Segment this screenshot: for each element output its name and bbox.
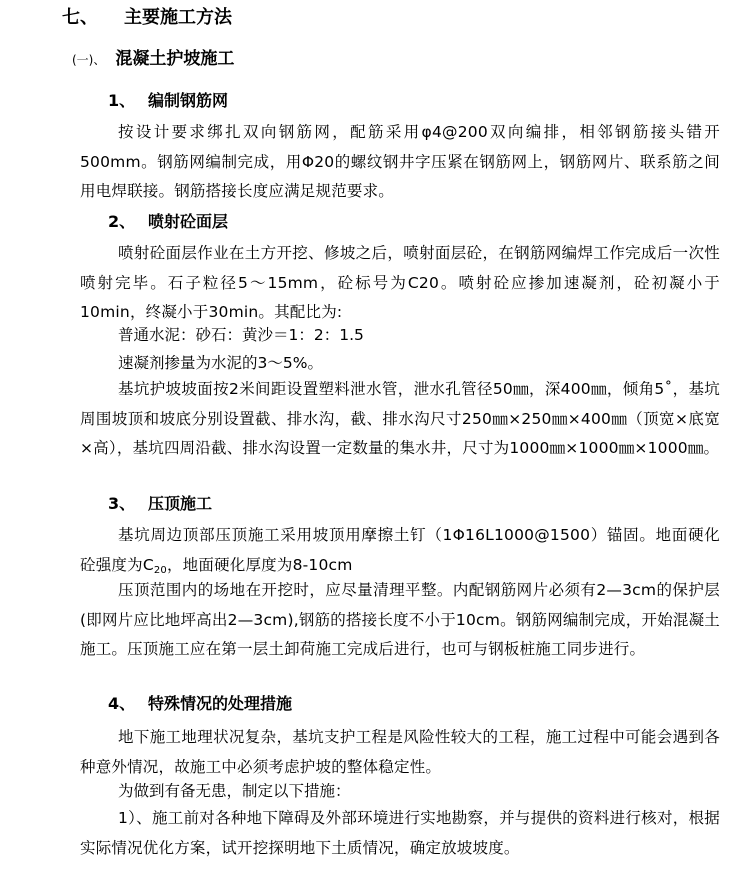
item-heading-3 (108, 489, 212, 519)
item-title: 喷射砼面层 (148, 212, 229, 231)
section-heading (62, 3, 232, 33)
subsection-heading (72, 44, 234, 74)
measures-intro-line: 为做到有备无患，制定以下措施： (118, 782, 351, 800)
paragraph: 地下施工地理状况复杂，基坑支护工程是风险性较大的工程，施工过程中可能会遇到各种意外情况，故施工中必须考虑护坡的整体稳定性。 (80, 728, 720, 776)
mix-ratio-line: 普通水泥：砂石：黄沙＝1：2：1.5 (118, 326, 364, 344)
item-number: 3、 (108, 494, 136, 513)
paragraph: 按设计要求绑扎双向钢筋网，配筋采用φ4@200双向编排，相邻钢筋接头错开500mm。钢筋网编制完成，用Φ20的螺纹钢井字压紧在钢筋网上，钢筋网片、联系筋之间用电焊联接。钢筋搭接长度应满足规范要求。 (80, 123, 720, 201)
item-title: 编制钢筋网 (148, 91, 229, 110)
item-number: 2、 (108, 212, 136, 231)
paragraph: 压顶范围内的场地在开挖时，应尽量清理平整。内配钢筋网片必须有2—3cm的保护层(即网片应比地坪高出2—3cm),钢筋的搭接长度不小于10cm。钢筋网编制完成，开始混凝土施工。压顶施工应在第一层土卸荷施工完成后进行，也可与钢板桩施工同步进行。 (80, 581, 720, 659)
concrete-grade: C (142, 555, 154, 574)
section-title: 主要施工方法 (124, 7, 232, 28)
item-title: 压顶施工 (148, 494, 213, 513)
paragraph-text: ，地面硬化厚度为8-10cm (166, 555, 353, 574)
section-number: 七、 (62, 7, 98, 28)
subsection-number: (一)、 (72, 53, 106, 67)
item-heading-1 (108, 86, 228, 116)
concrete-grade-subscript: 20 (153, 564, 167, 576)
item-number: 1、 (108, 91, 136, 110)
item-heading-2 (108, 207, 228, 237)
subsection-title: 混凝土护坡施工 (115, 49, 235, 69)
paragraph: 喷射砼面层作业在土方开挖、修坡之后，喷射面层砼，在钢筋网编焊工作完成后一次性喷射完毕。石子粒径5～15mm，砼标号为C20。喷射砼应掺加速凝剂，砼初凝小于10min，终凝小于30min。其配比为: (80, 244, 720, 322)
paragraph: 基坑护坡坡面按2米间距设置塑料泄水管，泄水孔管径50㎜，深400㎜，倾角5˚，基坑周围坡顶和坡底分别设置截、排水沟，截、排水沟尺寸250㎜×250㎜×400㎜（顶宽×底宽×高），基坑四周沿截、排水沟设置一定数量的集水井，尺寸为1000㎜×1000㎜×1000㎜。 (80, 380, 720, 458)
item-title: 特殊情况的处理措施 (148, 694, 293, 713)
paragraph: 1）、施工前对各种地下障碍及外部环境进行实地勘察，并与提供的资料进行核对，根据实际情况优化方案，试开挖探明地下土质情况，确定放坡坡度。 (80, 809, 720, 857)
item-heading-4 (108, 689, 292, 719)
paragraph-text: 基坑周边顶部压顶施工采用坡顶用摩擦土钉（1Φ16L1000@1500）锚固。地面硬化砼强度为 (80, 526, 720, 574)
item-number: 4、 (108, 694, 136, 713)
accelerator-line: 速凝剂掺量为水泥的3～5%。 (118, 354, 323, 372)
